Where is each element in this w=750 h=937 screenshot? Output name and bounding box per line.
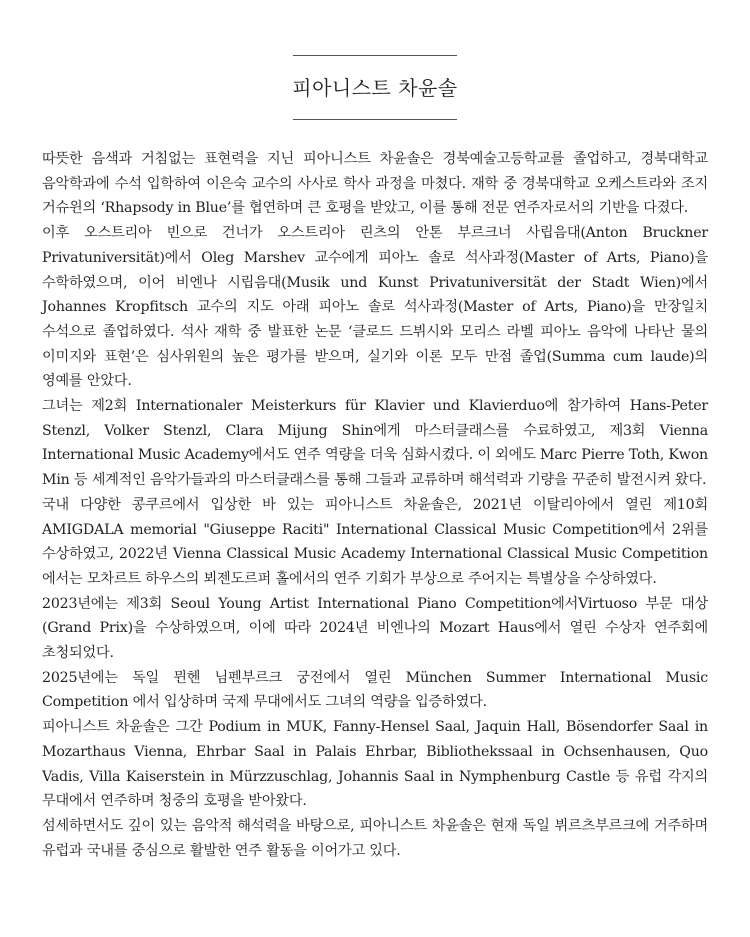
- paragraph-masterclasses: 그녀는 제2회 Internationaler Meisterkurs für Klavier und Klavierduo에 참가하여 Hans-Peter Stenzl, Volker Stenzl, Clara Mijung Shin에게 마스터클래스를 수료하였고, 제3회 Vienna International Music Academy에서도 연주 역량을 더욱 심화시켰다. 이 외에도 Marc Pierre Toth, Kwon Min 등 세계적인 음악가들과의 마스터클래스를 통해 그들과 교류하며 해석력과 기량을 꾸준히 발전시켜 왔다.: [42, 398, 708, 489]
- paragraph-2023-award: 2023년에는 제3회 Seoul Young Artist International Piano Competition에서Virtuoso 부문 대상(Grand Prix)을 수상하였으며, 이에 따라 2024년 비엔나의 Mozart Haus에서 열린 수상자 연주회에 초청되었다.: [42, 595, 708, 662]
- paragraph-competitions: 국내 다양한 콩쿠르에서 입상한 바 있는 피아니스트 차윤솔은, 2021년 이탈리아에서 열린 제10회 AMIGDALA memorial "Giuseppe Raciti" International Classical Music Competition에서 2위를 수상하였고, 2022년 Vienna Classical Music Academy International Classical Music Competition 에서는 모차르트 하우스의 뵈젠도르퍼 홀에서의 연주 기회가 부상으로 주어지는 특별상을 수상하였다.: [42, 496, 708, 587]
- paragraph-venues: 피아니스트 차윤솔은 그간 Podium in MUK, Fanny-Hensel Saal, Jaquin Hall, Bösendorfer Saal in Mozarthaus Vienna, Ehrbar Saal in Palais Ehrbar, Bibliothekssaal in Ochsenhausen, Quo Vadis, Villa Kaiserstein in Mürzzuschlag, Johannis Saal in Nymphenburg Castle 등 유럽 각지의 무대에서 연주하며 청중의 호평을 받아왔다.: [42, 719, 708, 810]
- paragraph-current: 섬세하면서도 깊이 있는 음악적 해석력을 바탕으로, 피아니스트 차윤솔은 현재 독일 뷔르츠부르크에 거주하며 유럽과 국내를 중심으로 활발한 연주 활동을 이어가고 있다.: [42, 817, 708, 859]
- title-block: [0, 55, 750, 120]
- page-title: 피아니스트 차윤솔: [292, 76, 458, 100]
- paragraph-education: 따뜻한 음색과 거침없는 표현력을 지닌 피아니스트 차윤솔은 경북예술고등학교를 졸업하고, 경북대학교 음악학과에 수석 입학하여 이은숙 교수의 사사로 학사 과정을 마쳤다. 재학 중 경북대학교 오케스트라와 조지 거슈윈의 ‘Rhapsody in Blue’를 협연하며 큰 호평을 받았고, 이를 통해 전문 연주자로서의 기반을 다졌다.: [42, 151, 708, 217]
- title-top-rule: [293, 55, 457, 56]
- paragraph-austria-studies: 이후 오스트리아 빈으로 건너가 오스트리아 린츠의 안톤 부르크너 사립음대(Anton Bruckner Privatuniversität)에서 Oleg Marshev 교수에게 피아노 솔로 석사과정(Master of Arts, Piano)을 수학하였으며, 이어 비엔나 시립음대(Musik und Kunst Privatuniversität der Stadt Wien)에서 Johannes Kropfitsch 교수의 지도 아래 피아노 솔로 석사과정(Master of Arts, Piano)을 만장일치 수석으로 졸업하였다. 석사 재학 중 발표한 논문 ‘클로드 드뷔시와 모리스 라벨 피아노 음악에 나타난 물의 이미지와 표현’은 심사위원의 높은 평가를 받으며, 실기와 이론 모두 만점 졸업(Summa cum laude)의 영예를 안았다.: [42, 225, 708, 390]
- title-bottom-rule: [293, 119, 457, 120]
- paragraph-2025-award: 2025년에는 독일 뮌헨 님펜부르크 궁전에서 열린 München Summer International Music Competition 에서 입상하며 국제 무대에서도 그녀의 역량을 입증하였다.: [42, 669, 708, 711]
- biography-body: [42, 147, 708, 863]
